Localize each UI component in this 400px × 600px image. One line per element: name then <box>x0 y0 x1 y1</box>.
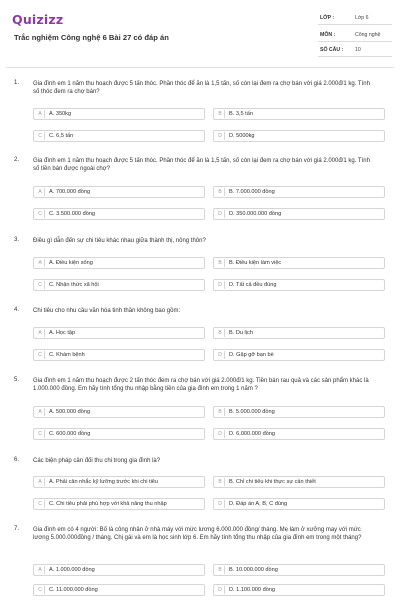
option-letter: D <box>216 500 225 508</box>
question-text: Các biện pháp cân đối thu chi trong gia đình là? <box>33 458 161 464</box>
option-text: C. 6,5 tấn <box>49 133 74 139</box>
question-text: Điều gì dẫn đến sự chi tiêu khác nhau giữa thành thị, nông thôn? <box>33 238 206 244</box>
option-a[interactable] <box>33 186 205 198</box>
option-letter: A <box>36 259 45 267</box>
option-text: D. 1.100.000 đồng <box>229 587 276 593</box>
worksheet-header <box>0 0 400 66</box>
option-text: C. 3.500.000 đồng <box>49 211 96 217</box>
question-number: 7. <box>14 526 20 532</box>
question-text: Gia đình em có 4 người: Bố là công nhân ở nhà máy với mức lương 6.000.000 đồng/ tháng. Mẹ làm ở xưởng may với mức lương 5.000.000đồng / tháng. Chị gái và em là học sinh lớp 6. Em hãy tính tổng thu nhập của gia đình em trong một tháng? <box>33 527 362 542</box>
option-b[interactable] <box>213 406 385 418</box>
option-b[interactable] <box>213 108 385 120</box>
option-letter: D <box>216 210 225 218</box>
option-text: B. 3,5 tấn <box>229 111 253 117</box>
option-text: A. 500.000 đồng <box>49 409 91 415</box>
option-letter: D <box>216 586 225 594</box>
option-letter: C <box>36 281 45 289</box>
option-text: B. Điều kiện làm việc <box>229 260 282 266</box>
option-letter: A <box>36 188 45 196</box>
option-c[interactable] <box>33 428 205 440</box>
option-letter: C <box>36 351 45 359</box>
meta-label: LỚP : <box>320 15 335 21</box>
option-d[interactable] <box>213 584 385 596</box>
option-text: B. 5.000.000 đồng <box>229 409 275 415</box>
option-d[interactable] <box>213 130 385 142</box>
option-letter: B <box>216 329 225 337</box>
option-text: A. 700.000 đồng <box>49 189 91 195</box>
option-text: C. 600.000 đồng <box>49 431 91 437</box>
option-b[interactable] <box>213 257 385 269</box>
option-text: D. Đáp án A, B, C đúng <box>229 501 288 507</box>
option-text: B. 10.000.000 đồng <box>229 567 278 573</box>
option-c[interactable] <box>33 584 205 596</box>
option-a[interactable] <box>33 476 205 488</box>
option-text: A. 350kg <box>49 111 72 117</box>
option-letter: A <box>36 566 45 574</box>
option-letter: B <box>216 110 225 118</box>
option-a[interactable] <box>33 564 205 576</box>
option-c[interactable] <box>33 208 205 220</box>
question-text: Gia đình em 1 năm thu hoạch được 5 tấn thóc. Phần thóc để ăn là 1,5 tấn, số còn lại đem ra chợ bán với giá 2.000đ/1 kg. Tính số thóc đem ra chợ bán? <box>33 81 370 96</box>
option-a[interactable] <box>33 257 205 269</box>
option-text: A. 1.000.000 đồng <box>49 567 95 573</box>
option-text: D. 6.000.000 đồng <box>229 431 276 437</box>
option-d[interactable] <box>213 428 385 440</box>
option-text: B. Du lịch <box>229 330 253 336</box>
option-letter: B <box>216 408 225 416</box>
option-text: C. Chi tiêu phải phù hợp với khả năng thu nhập <box>49 501 167 507</box>
option-text: A. Học tập <box>49 330 76 336</box>
option-letter: B <box>216 566 225 574</box>
option-text: A. Phải cân nhắc kỹ lưỡng trước khi chi tiêu <box>49 479 159 485</box>
meta-label: SỐ CÂU : <box>320 47 344 53</box>
option-b[interactable] <box>213 186 385 198</box>
option-d[interactable] <box>213 208 385 220</box>
option-b[interactable] <box>213 327 385 339</box>
option-letter: C <box>36 586 45 594</box>
option-text: D. 350.000.000 đồng <box>229 211 282 217</box>
option-c[interactable] <box>33 279 205 291</box>
option-letter: A <box>36 329 45 337</box>
option-b[interactable] <box>213 476 385 488</box>
option-letter: A <box>36 478 45 486</box>
option-letter: B <box>216 478 225 486</box>
option-c[interactable] <box>33 130 205 142</box>
question-number: 1. <box>14 80 20 86</box>
meta-row-class <box>318 11 392 25</box>
option-text: D. Gặp gỡ bạn bè <box>229 352 274 358</box>
option-text: C. Khám bệnh <box>49 352 85 358</box>
option-text: C. Nhận thức xã hội <box>49 282 99 288</box>
option-text: D. 5000kg <box>229 133 255 139</box>
question-number: 5. <box>14 377 20 383</box>
option-a[interactable] <box>33 406 205 418</box>
option-d[interactable] <box>213 498 385 510</box>
option-d[interactable] <box>213 279 385 291</box>
question-number: 3. <box>14 237 20 243</box>
option-letter: D <box>216 281 225 289</box>
option-text: B. Chỉ chi tiêu khi thực sự cần thiết <box>229 479 316 485</box>
meta-row-subject <box>318 28 392 42</box>
quizizz-logo: Quizizz <box>12 12 64 27</box>
option-letter: C <box>36 430 45 438</box>
option-letter: B <box>216 188 225 196</box>
question-number: 6. <box>14 457 20 463</box>
question-number: 2. <box>14 157 20 163</box>
option-text: C. 11.000.000 đồng <box>49 587 98 593</box>
meta-value: Lớp 6 <box>355 15 369 21</box>
question-text: Chi tiêu cho nhu cầu văn hóa tinh thần không bao gồm: <box>33 308 181 314</box>
option-letter: B <box>216 259 225 267</box>
option-letter: D <box>216 351 225 359</box>
question-number: 4. <box>14 307 20 313</box>
meta-row-question-count <box>318 43 392 57</box>
option-letter: D <box>216 132 225 140</box>
option-a[interactable] <box>33 327 205 339</box>
option-letter: A <box>36 110 45 118</box>
option-c[interactable] <box>33 498 205 510</box>
meta-value: 10 <box>355 47 361 53</box>
option-text: B. 7.000.000 đồng <box>229 189 275 195</box>
option-c[interactable] <box>33 349 205 361</box>
question-text: Gia đình em 1 năm thu hoạch được 5 tấn thóc. Phần thóc để ăn là 1,5 tấn, số còn lại đem ra chợ bán với giá 2.000đ/1 kg. Tính số tiền bán được ngoài chợ? <box>33 158 370 173</box>
option-text: D. Tất cả đều đúng <box>229 282 277 288</box>
option-letter: C <box>36 210 45 218</box>
header-divider <box>6 67 394 68</box>
option-b[interactable] <box>213 564 385 576</box>
option-d[interactable] <box>213 349 385 361</box>
page-title: Trắc nghiệm Công nghệ 6 Bài 27 có đáp án <box>14 33 169 42</box>
option-letter: D <box>216 430 225 438</box>
option-letter: C <box>36 132 45 140</box>
option-letter: C <box>36 500 45 508</box>
question-text: Gia đình em 1 năm thu hoạch được 2 tấn thóc đem ra chợ bán với giá 2.000đ/1 kg. Tiền bán rau quả và các sản phẩm khác là 1.000.000 đồng. Em hãy tính tổng thu nhập bằng tiền của gia đình em trong 1 năm ? <box>33 378 369 393</box>
meta-value: Công nghệ <box>355 32 381 38</box>
option-text: A. Điều kiện sống <box>49 260 93 266</box>
option-a[interactable] <box>33 108 205 120</box>
meta-label: MÔN : <box>320 32 336 38</box>
option-letter: A <box>36 408 45 416</box>
